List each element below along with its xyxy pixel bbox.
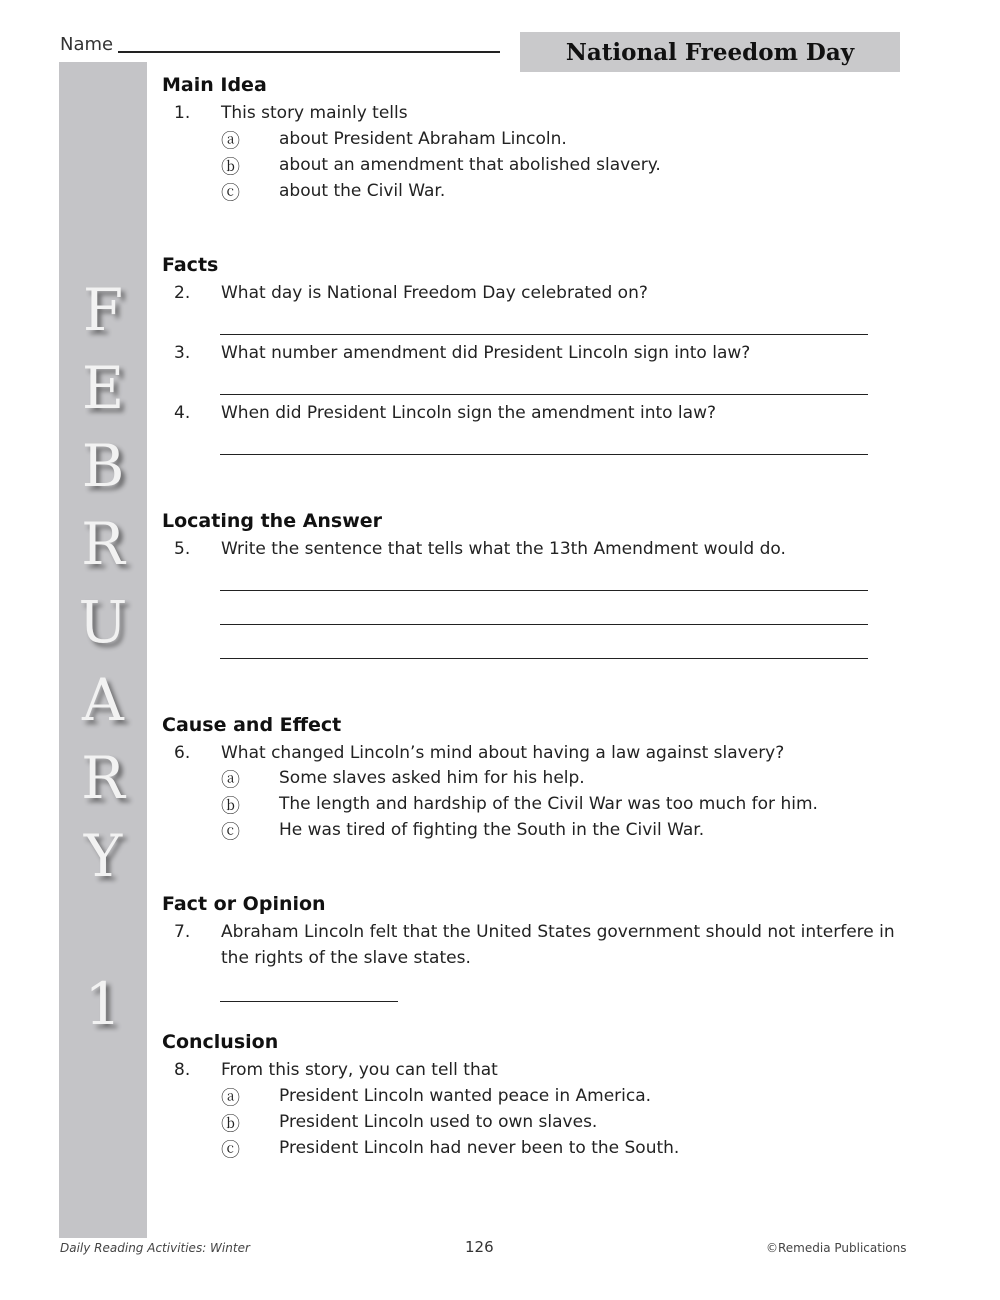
question-text: What day is National Freedom Day celebrated on? (221, 283, 648, 303)
question-text: This story mainly tells (221, 103, 408, 123)
month-day: 1 (84, 970, 122, 1038)
question-text: From this story, you can tell that (221, 1060, 498, 1080)
month-letter: A (82, 666, 124, 734)
answer-line[interactable] (220, 1001, 398, 1002)
question-text-continued: the rights of the slave states. (221, 948, 471, 968)
month-letter: E (81, 354, 125, 422)
answer-option-text: He was tired of fighting the South in the Civil War. (279, 820, 705, 840)
answer-option-text: about President Abraham Lincoln. (279, 129, 567, 149)
answer-option-text: The length and hardship of the Civil War was too much for him. (279, 794, 818, 814)
month-letter: F (82, 276, 124, 344)
answer-line[interactable] (220, 590, 868, 591)
answer-bubble-c[interactable]: ⓒ (221, 1139, 241, 1161)
month-letter: R (81, 510, 125, 578)
answer-bubble-b[interactable]: ⓑ (221, 795, 241, 817)
question-number: 6. (174, 743, 191, 763)
answer-bubble-b[interactable]: ⓑ (221, 1113, 241, 1135)
section-heading-facts: Facts (162, 254, 219, 276)
answer-option-text: President Lincoln wanted peace in America. (279, 1086, 652, 1106)
answer-option-text: President Lincoln used to own slaves. (279, 1112, 598, 1132)
answer-bubble-a[interactable]: ⓐ (221, 1087, 241, 1109)
question-number: 5. (174, 539, 191, 559)
answer-option-text: President Lincoln had never been to the South. (279, 1138, 680, 1158)
footer-book-title: Daily Reading Activities: Winter (60, 1241, 250, 1255)
question-number: 7. (174, 922, 191, 942)
answer-line[interactable] (220, 454, 868, 455)
answer-bubble-b[interactable]: ⓑ (221, 156, 241, 178)
question-text: Abraham Lincoln felt that the United States government should not interfere in (221, 922, 895, 942)
month-letter: B (81, 432, 125, 500)
page-number: 126 (465, 1238, 494, 1256)
answer-bubble-a[interactable]: ⓐ (221, 130, 241, 152)
section-heading-cause-and-effect: Cause and Effect (162, 714, 342, 736)
question-text: Write the sentence that tells what the 13th Amendment would do. (221, 539, 786, 559)
question-text: What number amendment did President Lincoln sign into law? (221, 343, 751, 363)
question-text: When did President Lincoln sign the amendment into law? (221, 403, 717, 423)
month-letter: U (78, 588, 128, 656)
name-label: Name (60, 34, 114, 55)
answer-option-text: Some slaves asked him for his help. (279, 768, 585, 788)
question-number: 4. (174, 403, 191, 423)
answer-bubble-c[interactable]: ⓒ (221, 821, 241, 843)
month-sidebar (59, 62, 147, 1238)
question-number: 3. (174, 343, 191, 363)
section-heading-fact-or-opinion: Fact or Opinion (162, 893, 326, 915)
answer-line[interactable] (220, 624, 868, 625)
footer-copyright: ©Remedia Publications (766, 1241, 907, 1255)
month-letter: Y (83, 822, 123, 890)
section-heading-conclusion: Conclusion (162, 1031, 279, 1053)
page-title: National Freedom Day (520, 32, 900, 72)
answer-bubble-a[interactable]: ⓐ (221, 769, 241, 791)
answer-option-text: about an amendment that abolished slavery. (279, 155, 661, 175)
answer-bubble-c[interactable]: ⓒ (221, 182, 241, 204)
question-number: 8. (174, 1060, 191, 1080)
answer-line[interactable] (220, 394, 868, 395)
answer-line[interactable] (220, 334, 868, 335)
question-number: 2. (174, 283, 191, 303)
section-heading-locating-the-answer: Locating the Answer (162, 510, 383, 532)
question-text: What changed Lincoln’s mind about having a law against slavery? (221, 743, 785, 763)
question-number: 1. (174, 103, 191, 123)
section-heading-main-idea: Main Idea (162, 74, 267, 96)
name-input-line[interactable] (118, 51, 500, 53)
answer-option-text: about the Civil War. (279, 181, 446, 201)
answer-line[interactable] (220, 658, 868, 659)
month-letter: R (81, 744, 125, 812)
